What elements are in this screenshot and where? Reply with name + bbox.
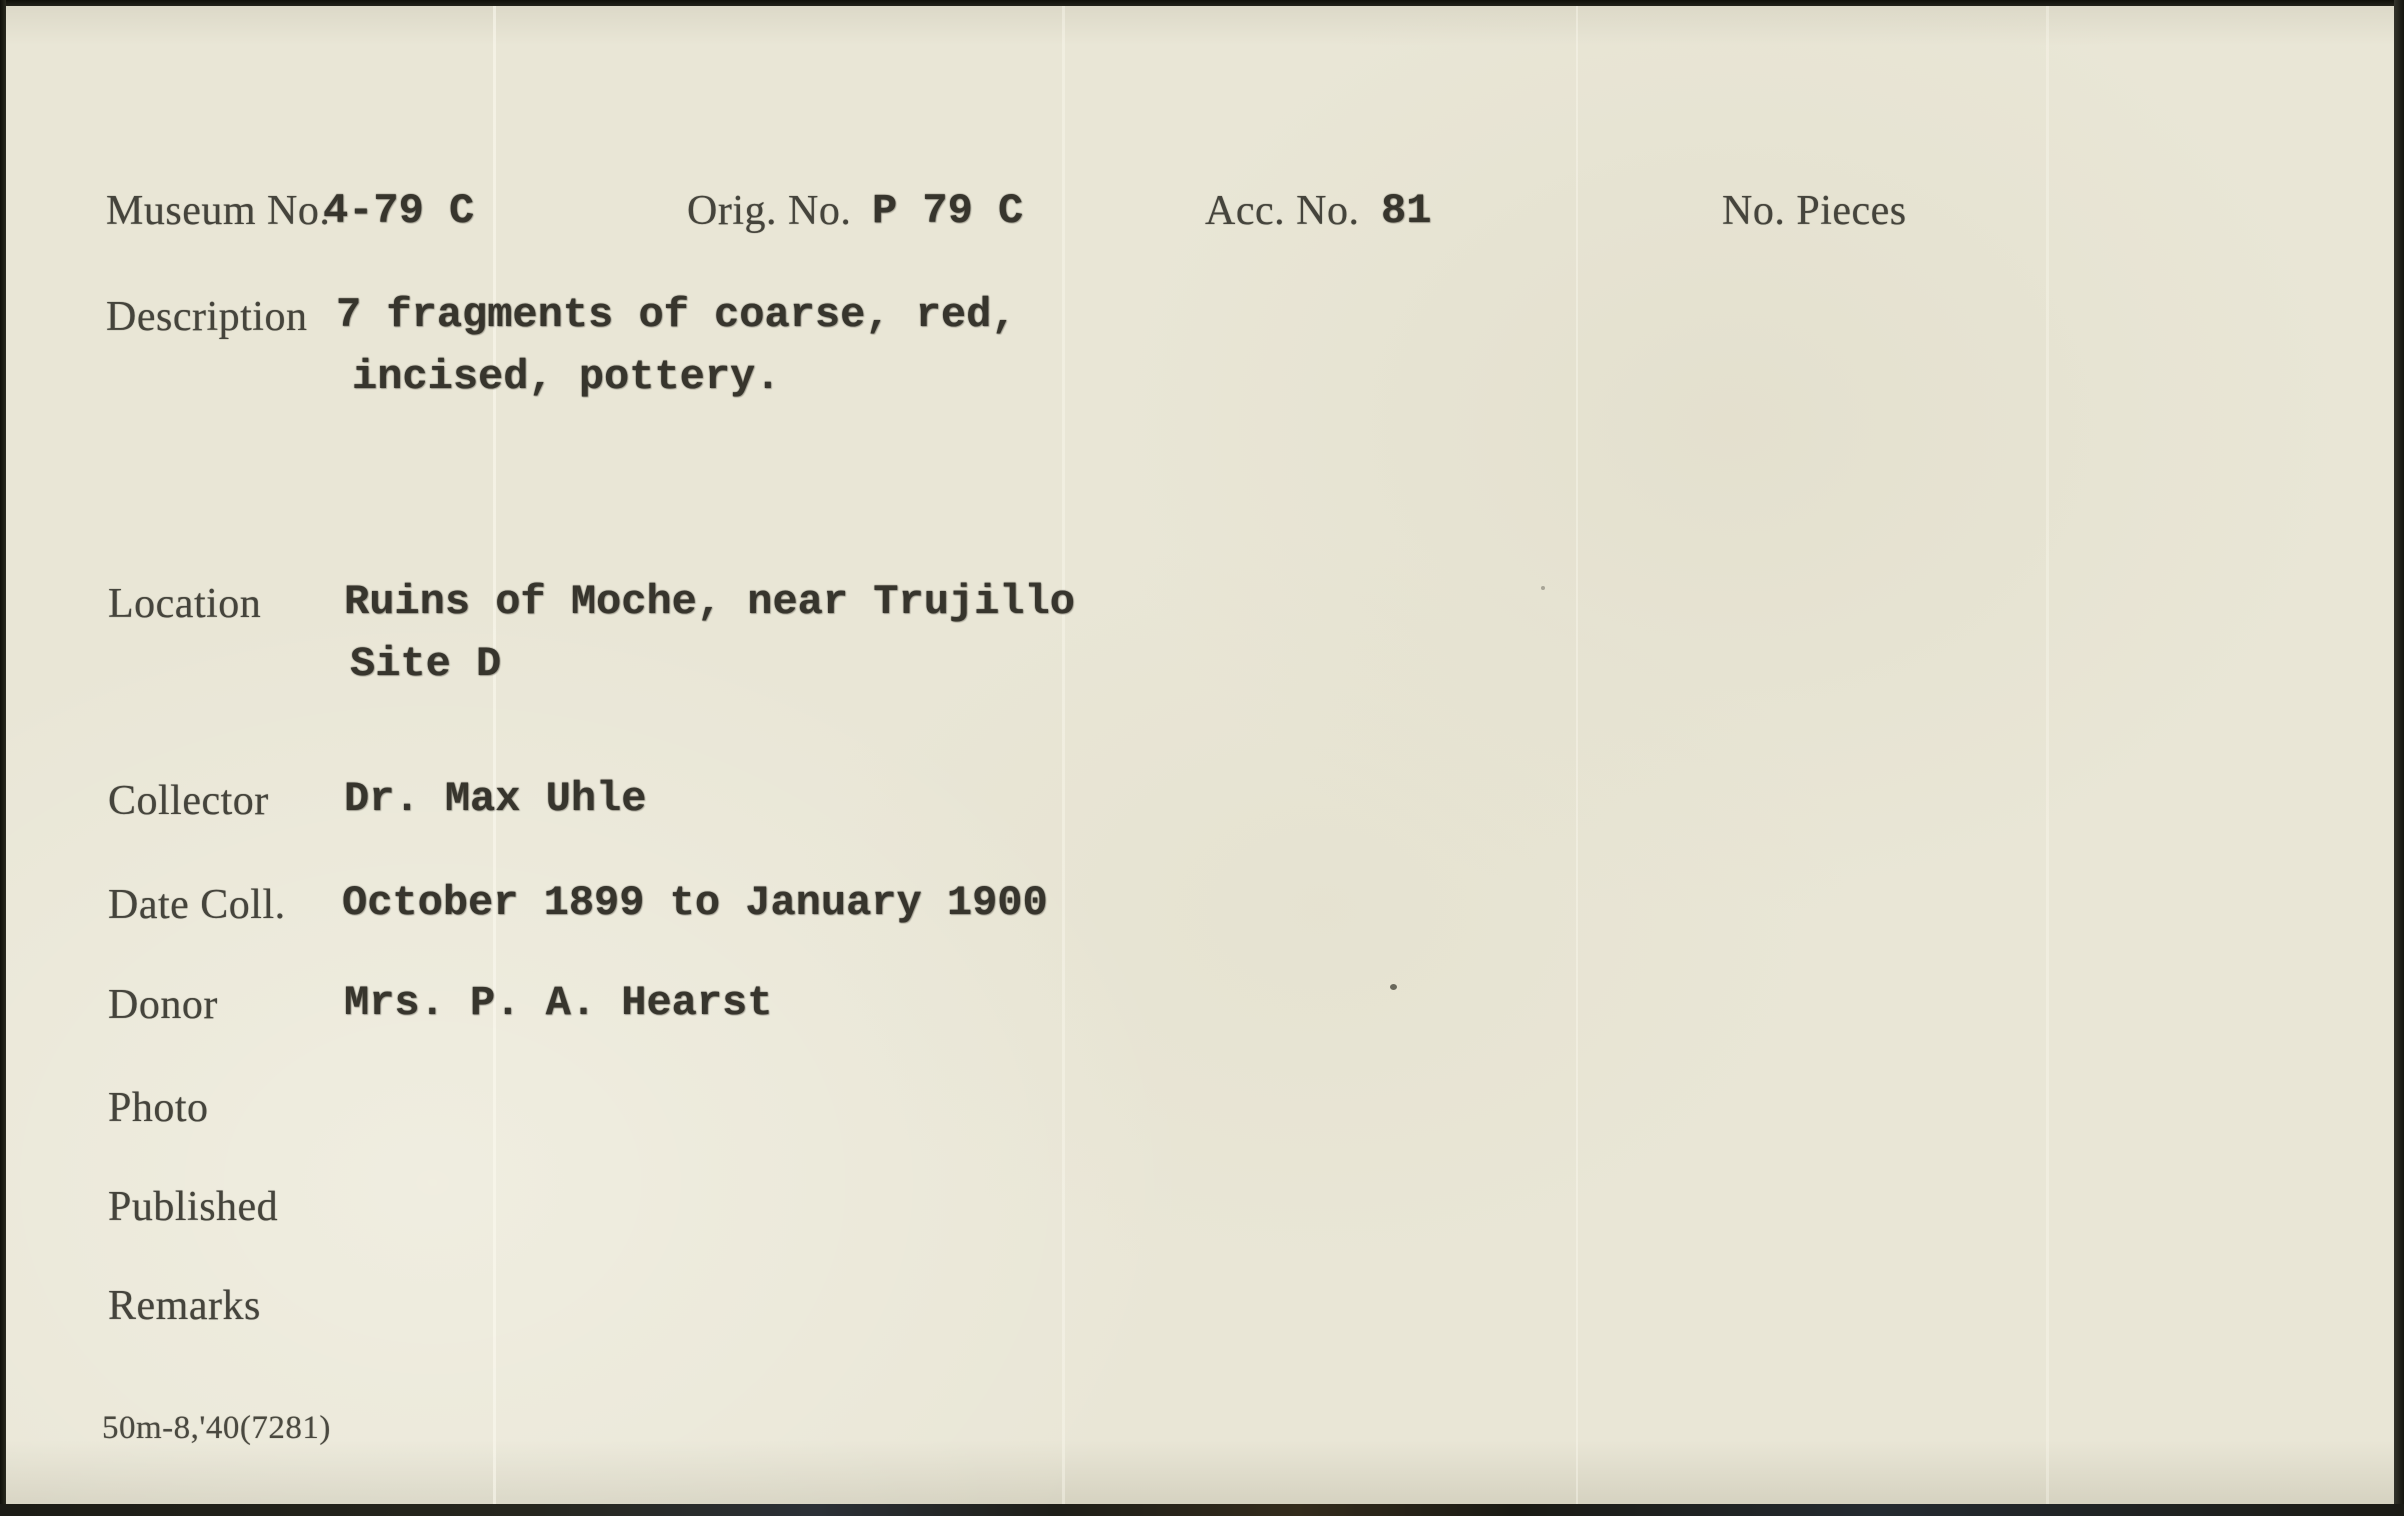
donor-label: Donor [108,982,218,1028]
ink-speck [1390,984,1397,990]
orig-no-label: Orig. No. [687,188,852,234]
location-value-line1: Ruins of Moche, near Trujillo [344,578,1075,626]
scan-edge-bottom [0,1504,2404,1516]
description-value-line1: 7 fragments of coarse, red, [336,291,1017,339]
scan-edge-right [2394,0,2404,1516]
date-coll-label: Date Coll. [108,882,286,928]
donor-value: Mrs. P. A. Hearst [344,979,773,1027]
collector-label: Collector [108,778,269,824]
acc-no-label: Acc. No. [1205,188,1360,234]
location-value-line2: Site D [350,640,502,688]
date-coll-value: October 1899 to January 1900 [342,879,1048,927]
orig-no-value: P 79 C [872,187,1024,235]
description-value-line2: incised, pottery. [352,353,781,401]
scan-edge-top [0,0,2404,6]
published-label: Published [108,1184,279,1230]
print-code: 50m-8,'40(7281) [102,1410,331,1446]
location-label: Location [108,581,262,627]
museum-no-label: Museum No. [106,188,331,234]
description-label: Description [106,294,308,340]
remarks-label: Remarks [108,1283,261,1329]
ink-speck [1541,586,1545,590]
museum-no-value: 4-79 C [323,187,475,235]
no-pieces-label: No. Pieces [1722,188,1907,234]
collector-value: Dr. Max Uhle [344,775,647,823]
scan-edge-left [0,0,6,1516]
acc-no-value: 81 [1381,187,1432,235]
photo-label: Photo [108,1085,209,1131]
